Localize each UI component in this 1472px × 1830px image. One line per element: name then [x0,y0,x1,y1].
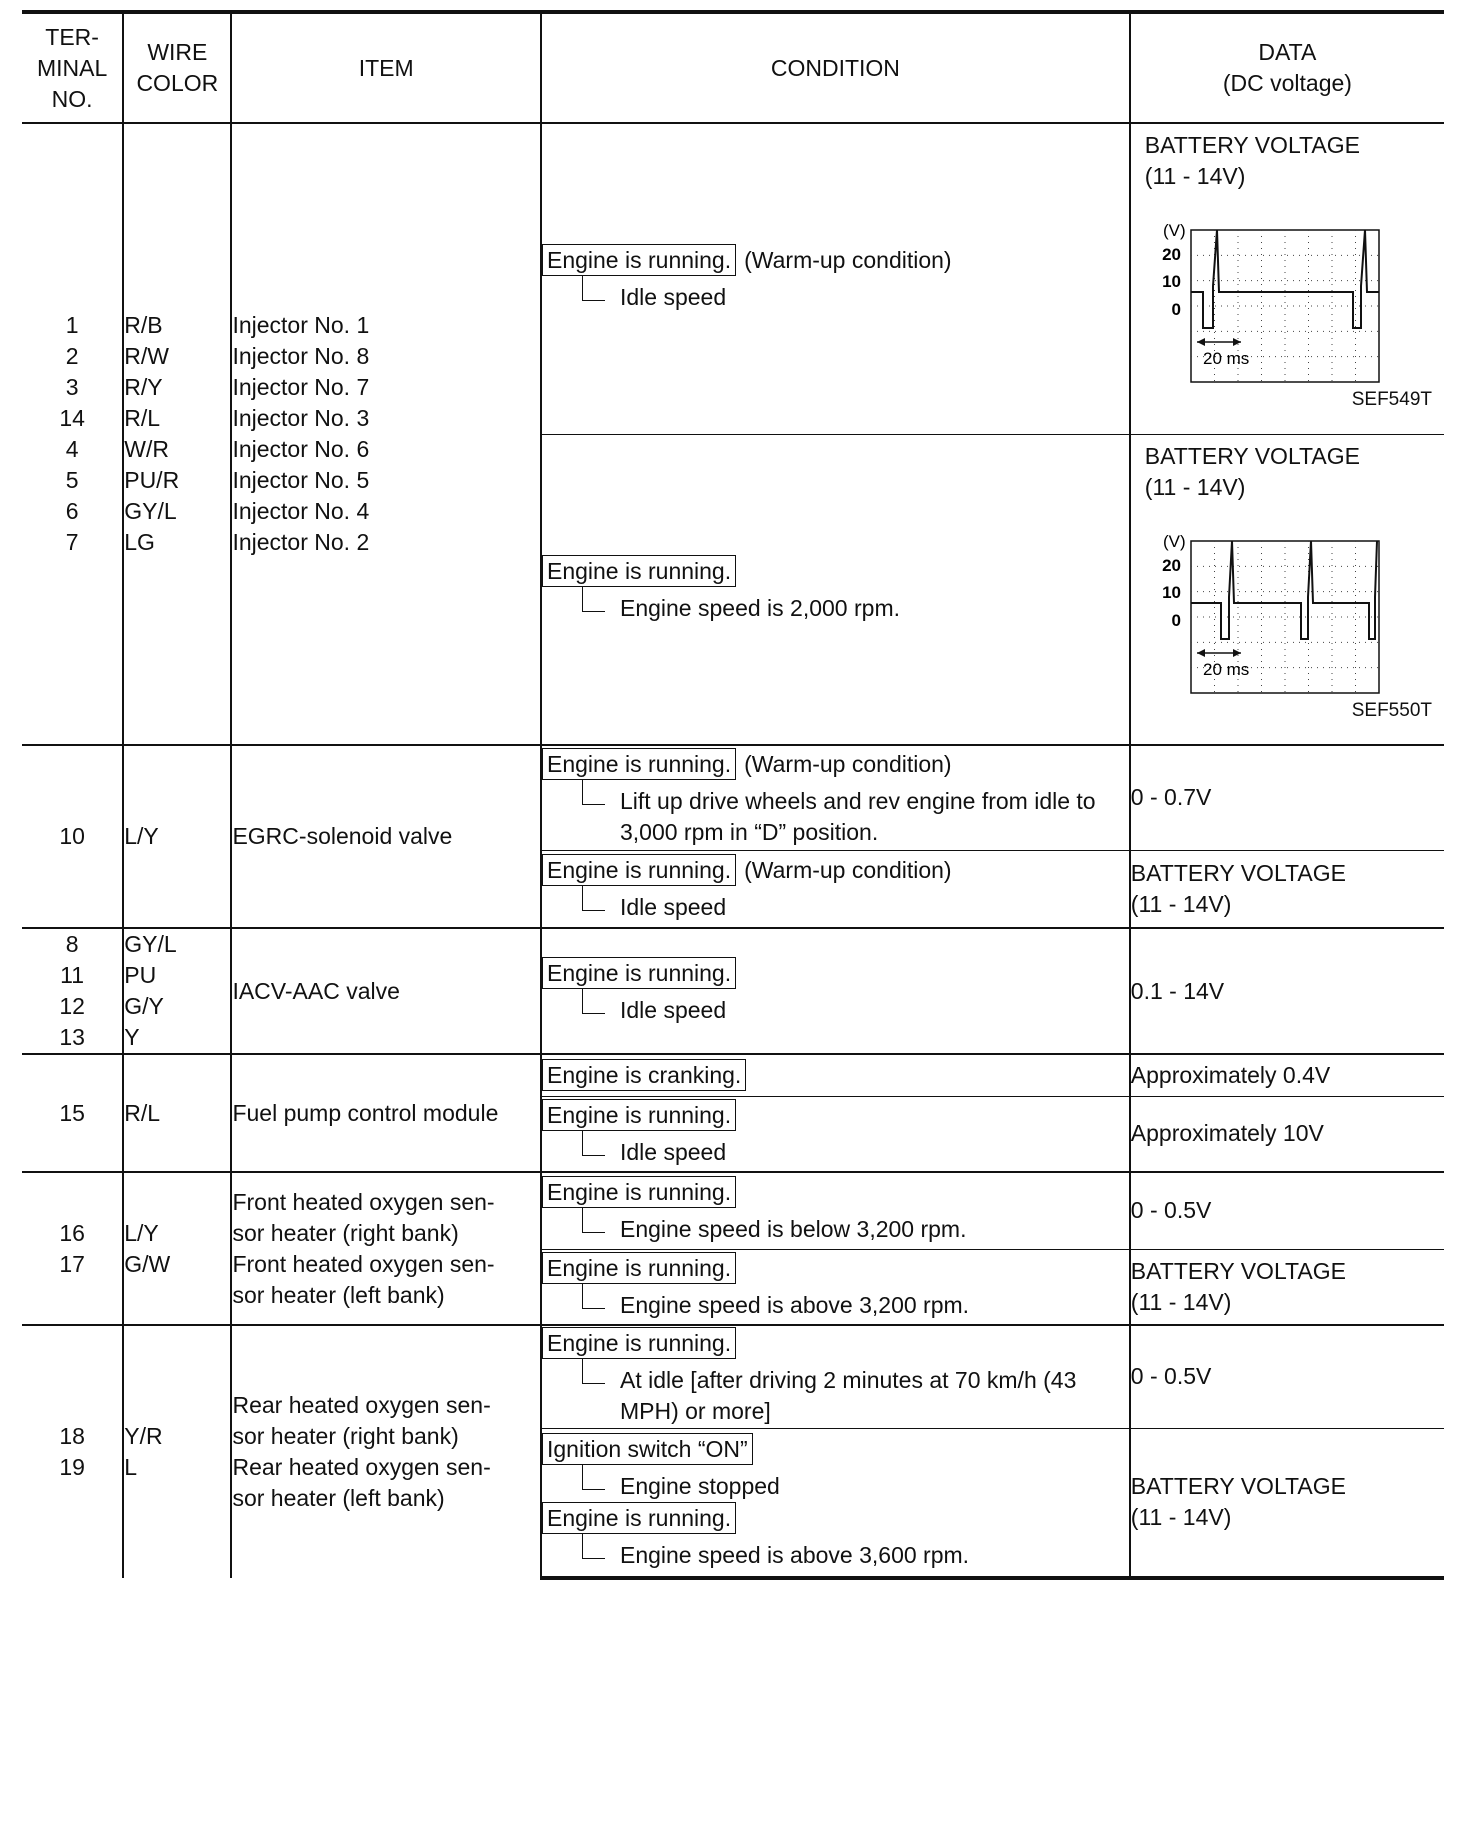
condition-subline [562,892,1129,923]
waveform-tick-label: 10 [1161,272,1181,291]
item-cell [231,928,541,1054]
table-row [22,123,1444,434]
wire-color: PU [124,962,157,988]
condition-line [542,1327,1129,1359]
wire-color-cell [123,928,231,1054]
header-wire-line: COLOR [136,70,219,96]
condition-cell [541,1325,1130,1428]
condition-line [542,1059,1129,1091]
wire-color: R/W [124,343,169,369]
waveform-timebase: 20 ms [1202,659,1250,679]
wire-color-cell [123,123,231,745]
waveform-chart [1141,521,1391,701]
condition-sub-text: Idle speed [619,996,727,1023]
condition-subline [562,282,1129,313]
condition-line [542,748,1129,780]
data-value-line: 0.1 - 14V [1130,977,1225,1004]
header-terminal [22,12,123,123]
header-terminal-line: MINAL [36,54,108,81]
wire-color: L/Y [124,1219,159,1246]
data-value-line: 0 - 0.7V [1130,784,1212,811]
table-body [22,123,1444,1578]
data-cell [1130,850,1444,928]
header-wire [123,12,231,123]
condition-line [542,1433,1129,1465]
item-text: Injector No. 2 [232,529,370,555]
table-row [22,745,1444,850]
condition-state-box: Engine is running. [542,1099,736,1131]
condition-line [542,854,1129,886]
item-text: Rear heated oxygen sen- [232,1454,491,1480]
condition-sub-text: Engine speed is 2,000 rpm. [619,594,900,621]
condition-cell [541,1172,1130,1249]
condition-line [542,1099,1129,1131]
data-value-line: (11 - 14V) [1144,163,1246,189]
condition-subline [562,1214,1129,1245]
waveform-unit: (V) [1162,531,1186,551]
item-text: Injector No. 7 [232,374,370,400]
item-cell [231,1325,541,1578]
data-value-line: (11 - 14V) [1130,1288,1232,1315]
item-text: sor heater (left bank) [232,1281,445,1308]
terminal-number: 8 [65,931,79,957]
terminal-number: 12 [59,993,85,1019]
header-wire-line: WIRE [147,39,208,65]
data-value-line: BATTERY VOLTAGE [1144,442,1360,469]
condition-state-box: Engine is running. [542,1252,736,1284]
terminal-cell [22,1054,123,1172]
condition-cell [541,850,1130,928]
terminal-number: 14 [59,405,85,431]
waveform-code: SEF549T [1351,389,1432,410]
condition-subline [562,786,1129,848]
data-value-line: BATTERY VOLTAGE [1130,859,1346,886]
condition-cell [541,1096,1130,1172]
item-text: sor heater (right bank) [232,1423,459,1449]
condition-line [542,1252,1129,1284]
condition-cell [541,745,1130,850]
terminal-number: 15 [59,1099,85,1126]
data-value-line: BATTERY VOLTAGE [1130,1473,1346,1500]
item-text: Injector No. 4 [232,498,370,524]
condition-subline [562,1137,1129,1168]
item-text: Injector No. 5 [232,467,370,493]
data-value-line: BATTERY VOLTAGE [1144,132,1360,158]
terminal-cell [22,928,123,1054]
header-terminal-line: TER- [45,23,99,50]
condition-line [542,1176,1129,1208]
condition-state-box: Engine is running. [542,957,736,989]
data-cell [1130,1096,1444,1172]
condition-subline [562,1365,1129,1427]
data-cell [1130,1428,1444,1578]
header-condition: CONDITION [541,12,1130,123]
condition-state-box: Engine is running. [542,748,736,780]
data-cell [1130,1249,1444,1325]
wire-color: GY/L [124,931,177,957]
condition-note: (Warm-up condition) [744,247,952,274]
condition-subline [562,593,1129,624]
item-text: sor heater (left bank) [232,1485,445,1511]
wire-color-cell [123,745,231,928]
timebase-arrow-head [1197,649,1205,657]
terminal-number: 2 [65,343,79,369]
condition-sub-text: Idle speed [619,284,727,311]
table-row [22,1172,1444,1249]
condition-sub-text: Engine speed is above 3,600 rpm. [619,1542,970,1569]
wire-color: W/R [124,436,169,462]
data-cell [1130,928,1444,1054]
terminal-data-table [22,10,1444,1580]
wire-color: G/Y [124,993,164,1019]
timebase-arrow-head [1233,338,1241,346]
header-item: ITEM [231,12,541,123]
waveform-tick-label: 20 [1161,555,1181,575]
data-cell [1130,1054,1444,1096]
terminal-cell [22,745,123,928]
waveform-trace [1191,541,1377,639]
wire-color: L [124,1454,138,1480]
condition-cell [541,434,1130,745]
condition-cell [541,1428,1130,1578]
item-text: IACV-AAC valve [232,977,400,1004]
condition-line [542,555,1129,587]
condition-state-box: Engine is running. [542,1327,736,1359]
condition-state-box: Engine is running. [542,854,736,886]
terminal-number: 13 [59,1024,85,1050]
waveform-timebase: 20 ms [1202,349,1250,368]
data-value-line: (11 - 14V) [1130,1504,1232,1531]
waveform-chart [1141,210,1391,390]
item-text: Front heated oxygen sen- [232,1188,495,1215]
data-with-waveform [1131,124,1444,433]
timebase-arrow-head [1233,649,1241,657]
condition-cell [541,1054,1130,1096]
waveform-tick-label: 20 [1161,245,1181,264]
wire-color-cell [123,1054,231,1172]
header-row [22,12,1444,123]
condition-state-box: Engine is running. [542,1176,736,1208]
data-cell [1130,123,1444,434]
wire-color: LG [124,529,155,555]
wire-color: L/Y [124,823,159,849]
waveform-tick-label: 0 [1171,300,1181,319]
table-row [22,1325,1444,1428]
item-text: EGRC-solenoid valve [232,823,453,849]
wire-color: GY/L [124,498,177,524]
data-value-line: Approximately 0.4V [1130,1061,1331,1088]
condition-sub-text: Lift up drive wheels and rev engine from idle to 3,000 rpm in “D” position. [619,787,1096,845]
terminal-number: 11 [60,962,85,988]
condition-line [542,957,1129,989]
terminal-cell [22,1325,123,1578]
condition-sub-text: Engine speed is above 3,200 rpm. [619,1292,970,1319]
item-cell [231,123,541,745]
condition-subline [562,1471,1129,1502]
data-value-line: 0 - 0.5V [1130,1197,1212,1224]
data-cell [1130,434,1444,745]
condition-note: (Warm-up condition) [744,750,952,777]
header-data-line: (DC voltage) [1222,70,1352,96]
condition-cell [541,1249,1130,1325]
item-cell [231,1054,541,1172]
terminal-number: 5 [65,467,79,493]
terminal-number: 6 [65,498,79,524]
terminal-number: 1 [65,312,79,338]
data-value-line: Approximately 10V [1130,1120,1324,1147]
terminal-number: 10 [59,823,85,849]
terminal-number: 3 [65,374,79,400]
wire-color: R/L [124,405,161,431]
condition-subline [562,995,1129,1026]
condition-sub-text: Engine speed is below 3,200 rpm. [619,1216,967,1243]
condition-state-box: Ignition switch “ON” [542,1433,753,1465]
header-terminal-line: NO. [51,85,93,112]
terminal-cell [22,1172,123,1325]
header-data-line: DATA [1258,39,1317,65]
condition-state-box: Engine is running. [542,555,736,587]
waveform-tick-label: 0 [1171,610,1181,630]
condition-state-box: Engine is running. [542,244,736,276]
item-text: Fuel pump control module [232,1099,499,1126]
waveform-unit: (V) [1162,221,1186,240]
timebase-arrow-head [1197,338,1205,346]
data-value-line: (11 - 14V) [1130,890,1232,917]
wire-color-cell [123,1325,231,1578]
terminal-number: 4 [65,436,79,462]
item-text: Injector No. 3 [232,405,370,431]
condition-sub-text: At idle [after driving 2 minutes at 70 km/h (43 MPH) or more] [619,1366,1077,1424]
condition-sub-text: Idle speed [619,1139,727,1166]
item-text: Injector No. 6 [232,436,370,462]
wire-color: G/W [124,1250,171,1277]
waveform-code: SEF550T [1351,699,1432,721]
condition-state-box: Engine is cranking. [542,1059,746,1091]
condition-subline [562,1290,1129,1321]
terminal-number: 18 [59,1423,85,1449]
condition-state-box: Engine is running. [542,1502,736,1534]
item-cell [231,745,541,928]
terminal-number: 19 [59,1454,85,1480]
table-row [22,1054,1444,1096]
condition-sub-text: Engine stopped [619,1473,780,1500]
wire-color: R/Y [124,374,163,400]
waveform-tick-label: 10 [1161,582,1181,602]
item-text: sor heater (right bank) [232,1219,459,1246]
terminal-number: 16 [59,1219,85,1246]
wire-color: R/B [124,312,163,338]
condition-line [542,244,1129,276]
table-row [22,928,1444,1054]
wire-color: Y/R [124,1423,163,1449]
item-text: Injector No. 8 [232,343,370,369]
condition-line [542,1502,1129,1534]
condition-cell [541,123,1130,434]
data-with-waveform [1131,435,1444,744]
condition-cell [541,928,1130,1054]
terminal-number: 7 [65,529,79,555]
wire-color: R/L [124,1099,161,1126]
data-value [1145,441,1360,503]
data-cell [1130,1172,1444,1249]
data-value-line: 0 - 0.5V [1130,1363,1212,1390]
header-data [1130,12,1444,123]
wire-color: PU/R [124,467,180,493]
data-value-line: (11 - 14V) [1144,473,1246,500]
condition-note: (Warm-up condition) [744,857,952,884]
item-text: Injector No. 1 [232,312,370,338]
data-cell [1130,1325,1444,1428]
data-value [1145,130,1360,192]
condition-sub-text: Idle speed [619,894,727,921]
condition-subline [562,1540,1129,1571]
item-cell [231,1172,541,1325]
data-cell [1130,745,1444,850]
wire-color-cell [123,1172,231,1325]
item-text: Rear heated oxygen sen- [232,1392,491,1418]
wire-color: Y [124,1024,140,1050]
item-text: Front heated oxygen sen- [232,1250,495,1277]
data-value-line: BATTERY VOLTAGE [1130,1257,1346,1284]
terminal-cell [22,123,123,745]
terminal-number: 17 [59,1250,85,1277]
